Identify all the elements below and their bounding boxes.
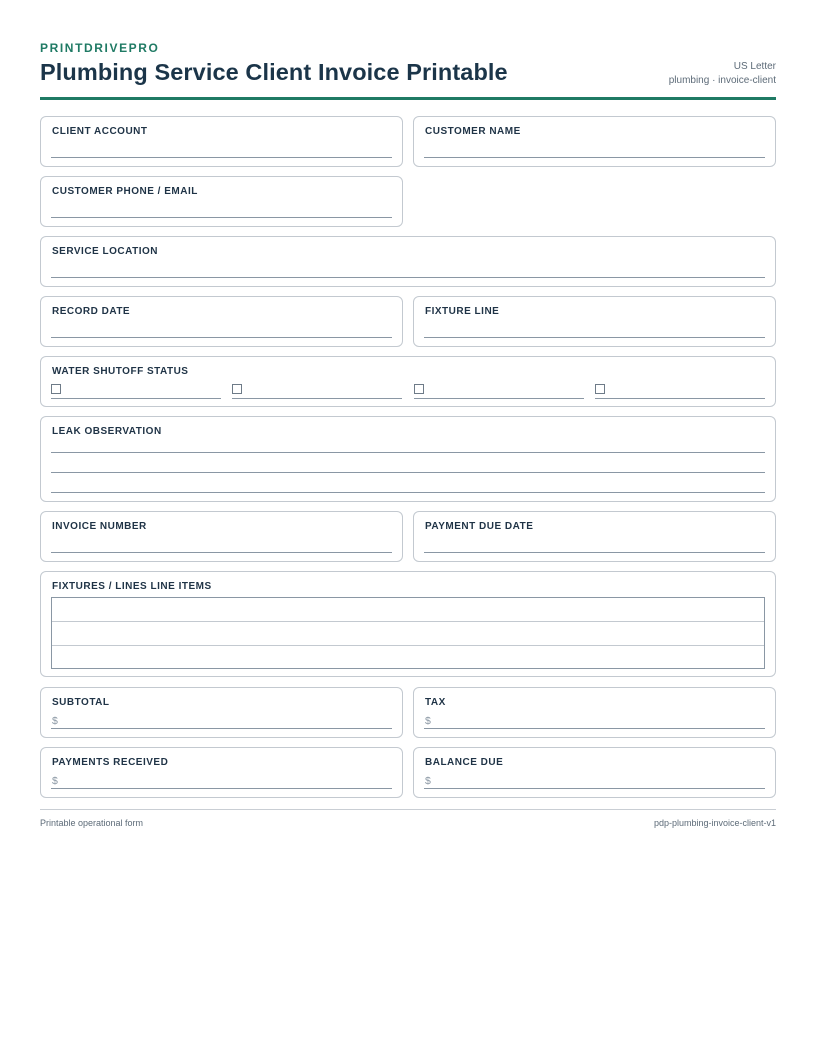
subtotal-field[interactable] (40, 687, 403, 738)
leak-observation-line-1[interactable] (51, 452, 765, 453)
tax-field[interactable] (413, 687, 776, 738)
currency-symbol: $ (425, 775, 431, 787)
customer-name-field[interactable] (413, 116, 776, 167)
water-shutoff-status-field (40, 356, 776, 407)
subtotal-input-line[interactable] (51, 728, 392, 729)
water-shutoff-option-4[interactable] (595, 384, 765, 399)
currency-symbol: $ (52, 775, 58, 787)
tax-label: TAX (425, 697, 446, 708)
header-divider (40, 97, 776, 100)
balance-due-input-line[interactable] (424, 788, 765, 789)
client-account-field[interactable] (40, 116, 403, 167)
table-row-divider (52, 621, 764, 622)
leak-observation-line-2[interactable] (51, 472, 765, 473)
page-title: Plumbing Service Client Invoice Printable (40, 59, 508, 85)
payment-due-date-field[interactable] (413, 511, 776, 562)
water-shutoff-option-1[interactable] (51, 384, 221, 399)
payments-received-input-line[interactable] (51, 788, 392, 789)
fixture-line-input-line[interactable] (424, 337, 765, 338)
water-shutoff-option-2[interactable] (232, 384, 402, 399)
customer-name-input-line[interactable] (424, 157, 765, 158)
service-location-input-line[interactable] (51, 277, 765, 278)
payment-due-date-input-line[interactable] (424, 552, 765, 553)
balance-due-field[interactable] (413, 747, 776, 798)
balance-due-label: BALANCE DUE (425, 757, 504, 768)
payment-due-date-label: PAYMENT DUE DATE (425, 521, 534, 532)
document-meta (669, 60, 776, 88)
payments-received-label: PAYMENTS RECEIVED (52, 757, 169, 768)
checkbox[interactable] (51, 384, 61, 394)
fixture-line-label: FIXTURE LINE (425, 306, 500, 317)
customer-name-label: CUSTOMER NAME (425, 126, 521, 137)
invoice-number-label: INVOICE NUMBER (52, 521, 147, 532)
table-row-divider (52, 645, 764, 646)
invoice-number-input-line[interactable] (51, 552, 392, 553)
currency-symbol: $ (425, 715, 431, 727)
subtotal-label: SUBTOTAL (52, 697, 110, 708)
paper-size: US Letter (733, 61, 776, 72)
service-location-field[interactable] (40, 236, 776, 287)
leak-observation-line-3[interactable] (51, 492, 765, 493)
line-items-table (51, 597, 765, 669)
fixture-line-field[interactable] (413, 296, 776, 347)
water-shutoff-option-3[interactable] (414, 384, 584, 399)
checkbox[interactable] (595, 384, 605, 394)
water-shutoff-status-label: WATER SHUTOFF STATUS (52, 366, 189, 377)
footer-divider (40, 809, 776, 810)
document-tags: plumbing · invoice-client (668, 75, 776, 86)
client-account-input-line[interactable] (51, 157, 392, 158)
form-id: pdp-plumbing-invoice-client-v1 (653, 818, 776, 828)
checkbox[interactable] (414, 384, 424, 394)
payments-received-field[interactable] (40, 747, 403, 798)
footer-description: Printable operational form (40, 818, 144, 828)
invoice-number-field[interactable] (40, 511, 403, 562)
customer-contact-field[interactable] (40, 176, 403, 227)
customer-contact-label: CUSTOMER PHONE / EMAIL (52, 186, 198, 197)
tax-input-line[interactable] (424, 728, 765, 729)
checkbox[interactable] (232, 384, 242, 394)
line-items-label: FIXTURES / LINES LINE ITEMS (52, 581, 212, 592)
currency-symbol: $ (52, 715, 58, 727)
customer-contact-input-line[interactable] (51, 217, 392, 218)
leak-observation-field[interactable] (40, 416, 776, 502)
client-account-label: CLIENT ACCOUNT (52, 126, 148, 137)
record-date-field[interactable] (40, 296, 403, 347)
service-location-label: SERVICE LOCATION (52, 246, 158, 257)
record-date-input-line[interactable] (51, 337, 392, 338)
leak-observation-label: LEAK OBSERVATION (52, 426, 162, 437)
record-date-label: RECORD DATE (52, 306, 131, 317)
line-items-section (40, 571, 776, 677)
brand-name: PRINTDRIVEPRO (40, 41, 160, 55)
